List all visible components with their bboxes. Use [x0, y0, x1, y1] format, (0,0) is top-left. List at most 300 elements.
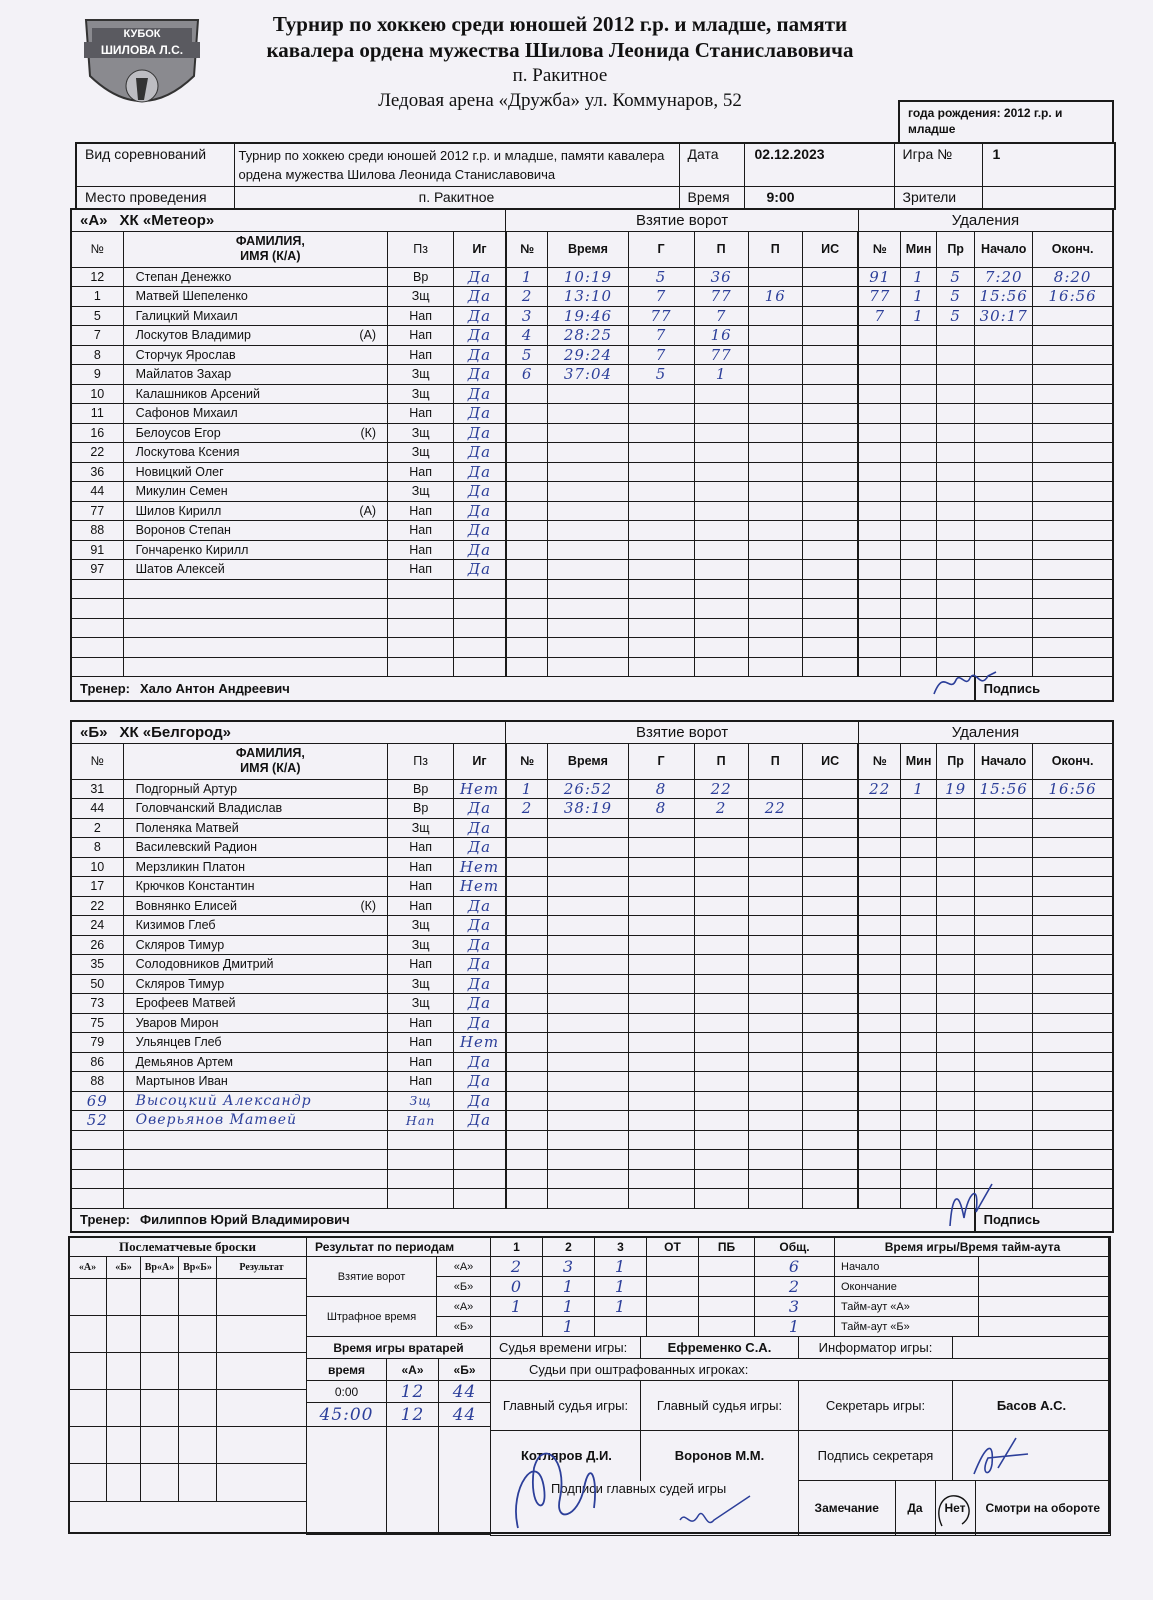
goal-p1 [694, 560, 748, 580]
player-position [388, 1130, 454, 1150]
goal-p2 [748, 994, 802, 1014]
column-header: № [71, 231, 123, 267]
penalty-min [901, 1091, 937, 1111]
period-value [699, 1297, 755, 1317]
goal-is [802, 521, 858, 541]
team-mark: «А» [437, 1257, 491, 1277]
player-name-text: Новицкий Олег [135, 464, 224, 479]
time-value: 9:00 [744, 187, 894, 209]
penalty-end [1033, 521, 1113, 541]
player-played: Да [454, 423, 506, 443]
goal-p1 [694, 482, 748, 502]
goal-time [548, 618, 628, 638]
player-name-text: Гончаренко Кирилл [135, 542, 249, 557]
period-col-header: ОТ [647, 1237, 699, 1257]
goal-time [548, 994, 628, 1014]
team-mark: «Б» [437, 1277, 491, 1297]
player-number: 50 [71, 974, 123, 994]
player-position: Зщ [388, 384, 454, 404]
goal-g [628, 1052, 694, 1072]
penalty-pr [937, 1013, 975, 1033]
penalty-end [1033, 1150, 1113, 1170]
player-number [71, 1130, 123, 1150]
penalty-pr [937, 857, 975, 877]
player-position: Нап [388, 462, 454, 482]
penalty-n [858, 857, 900, 877]
penalty-min [901, 1150, 937, 1170]
goal-n [506, 657, 548, 677]
player-name [123, 1033, 387, 1053]
column-header: Начало [975, 231, 1033, 267]
goal-n [506, 462, 548, 482]
goal-n [506, 1130, 548, 1150]
place-value: п. Ракитное [234, 187, 679, 209]
goalie-value: 0:00 [307, 1381, 387, 1403]
player-played: Да [454, 560, 506, 580]
goal-time: 26:52 [548, 779, 628, 799]
goal-p2 [748, 443, 802, 463]
penalty-n [858, 1052, 900, 1072]
penalty-min [901, 1111, 937, 1131]
player-name-text: Мартынов Иван [135, 1074, 228, 1089]
goal-time [548, 1033, 628, 1053]
penalty-n [858, 896, 900, 916]
period-col-header: 2 [543, 1237, 595, 1257]
judges-sign-label: Подписи главных судей игры [491, 1481, 799, 1536]
penalty-n [858, 1130, 900, 1150]
player-name-text: Скляров Тимур [135, 976, 225, 991]
penalty-min [901, 462, 937, 482]
goal-time [548, 599, 628, 619]
penalty-end [1033, 1091, 1113, 1111]
see-back-label: Смотри на обороте [985, 1501, 1101, 1515]
period-value: 1 [595, 1257, 647, 1277]
goal-g [628, 599, 694, 619]
penalty-end [1033, 384, 1113, 404]
penalty-min [901, 618, 937, 638]
goal-g [628, 501, 694, 521]
player-played: Да [454, 935, 506, 955]
shootout-table [68, 1236, 307, 1502]
penalty-end [1033, 1189, 1113, 1209]
penalty-n [858, 560, 900, 580]
table-row [71, 482, 1113, 502]
penalty-end [1033, 1052, 1113, 1072]
column-header: ИС [802, 231, 858, 267]
penalty-min [901, 501, 937, 521]
player-name [123, 857, 387, 877]
team-name: ХК «Метеор» [119, 211, 215, 229]
goal-p2 [748, 935, 802, 955]
goal-n [506, 540, 548, 560]
player-position [388, 1189, 454, 1209]
penalty-end [1033, 1033, 1113, 1053]
table-row [71, 779, 1113, 799]
player-position: Зщ [388, 974, 454, 994]
penalty-n [858, 1013, 900, 1033]
player-number [71, 1189, 123, 1209]
penalties-title: Удаления [858, 721, 1113, 743]
goal-is [802, 1091, 858, 1111]
team-title [71, 209, 506, 231]
penalty-pr [937, 638, 975, 658]
penalty-end [1033, 1130, 1113, 1150]
goal-p2 [748, 1072, 802, 1092]
goal-g [628, 974, 694, 994]
spectators-value [982, 187, 1115, 209]
goal-g [628, 877, 694, 897]
player-position: Нап [388, 857, 454, 877]
penalty-n [858, 618, 900, 638]
game-label: Игра № [894, 143, 982, 187]
judge-2-signature [676, 1490, 756, 1534]
goal-time [548, 1150, 628, 1170]
goal-p2 [748, 326, 802, 346]
row-label: Взятие ворот [307, 1257, 437, 1297]
player-number: 22 [71, 443, 123, 463]
penalty-pr [937, 482, 975, 502]
penalty-pr [937, 579, 975, 599]
goal-p1: 22 [694, 779, 748, 799]
spectators-label: Зрители [894, 187, 982, 209]
player-played: Да [454, 287, 506, 307]
penalty-n [858, 404, 900, 424]
penalty-end [1033, 579, 1113, 599]
goal-is [802, 955, 858, 975]
penalty-start [975, 365, 1033, 385]
goal-g [628, 462, 694, 482]
penalty-end [1033, 599, 1113, 619]
player-name-text: Микулин Семен [135, 484, 228, 499]
goal-p1 [694, 818, 748, 838]
penalty-min [901, 857, 937, 877]
player-name [123, 482, 387, 502]
goal-g: 7 [628, 287, 694, 307]
goal-n [506, 955, 548, 975]
penalty-n [858, 935, 900, 955]
table-row [71, 974, 1113, 994]
player-played: Да [454, 1111, 506, 1131]
goal-g: 8 [628, 779, 694, 799]
player-name [123, 579, 387, 599]
goalie-col-header: «А» [387, 1359, 439, 1381]
player-played: Да [454, 540, 506, 560]
player-name [123, 1052, 387, 1072]
penalty-min [901, 638, 937, 658]
player-name-text: Майлатов Захар [135, 367, 232, 382]
column-header: № [506, 743, 548, 779]
penalty-min [901, 974, 937, 994]
goal-n [506, 818, 548, 838]
penalty-start [975, 1130, 1033, 1150]
goal-p1 [694, 1169, 748, 1189]
goal-p2 [748, 974, 802, 994]
goal-time [548, 955, 628, 975]
penalty-min [901, 326, 937, 346]
main-judge-1: Котляров Д.И. [491, 1431, 641, 1481]
penalty-start [975, 462, 1033, 482]
table-row [71, 1013, 1113, 1033]
player-number: 10 [71, 384, 123, 404]
column-header: Мин [901, 231, 937, 267]
goal-time [548, 877, 628, 897]
player-name-text: Лоскутов Владимир [135, 328, 251, 343]
goal-p2 [748, 955, 802, 975]
player-name [123, 287, 387, 307]
player-number: 79 [71, 1033, 123, 1053]
table-row [71, 1072, 1113, 1092]
player-number: 22 [71, 896, 123, 916]
period-value [647, 1317, 699, 1337]
penalty-start [975, 618, 1033, 638]
player-number: 5 [71, 306, 123, 326]
player-played: Нет [454, 1033, 506, 1053]
player-played: Да [454, 994, 506, 1014]
player-name-text: Демьянов Артем [135, 1054, 233, 1069]
goal-n [506, 916, 548, 936]
goal-p2 [748, 384, 802, 404]
table-row [71, 1033, 1113, 1053]
player-name-text: Высоцкий Александр [135, 1092, 312, 1109]
player-name-text: Галицкий Михаил [135, 308, 238, 323]
player-played: Да [454, 974, 506, 994]
goal-p1 [694, 423, 748, 443]
tournament-logo [78, 14, 206, 124]
team-mark: «А» [437, 1297, 491, 1317]
penalty-pr: 5 [937, 306, 975, 326]
player-name [123, 423, 387, 443]
sign-label: Подпись [975, 677, 1113, 701]
player-played: Да [454, 306, 506, 326]
main-judge-2: Воронов М.М. [641, 1431, 799, 1481]
goal-g: 5 [628, 365, 694, 385]
penalty-min [901, 1033, 937, 1053]
goal-p1 [694, 599, 748, 619]
penalty-end [1033, 877, 1113, 897]
penalty-pr [937, 916, 975, 936]
period-value: 1 [543, 1317, 595, 1337]
penalty-end [1033, 501, 1113, 521]
goal-n [506, 1013, 548, 1033]
team-letter: «А» [80, 211, 108, 229]
goal-n: 4 [506, 326, 548, 346]
column-header: Начало [975, 743, 1033, 779]
player-name [123, 345, 387, 365]
goal-time [548, 501, 628, 521]
player-name-text: Уваров Мирон [135, 1015, 219, 1030]
penalty-start [975, 1091, 1033, 1111]
player-position: Нап [388, 345, 454, 365]
penalty-pr [937, 618, 975, 638]
column-header: П [748, 743, 802, 779]
goal-p2 [748, 1091, 802, 1111]
table-row [71, 306, 1113, 326]
player-role: (А) [359, 328, 377, 343]
goal-n [506, 1072, 548, 1092]
goal-p2 [748, 482, 802, 502]
goal-is [802, 287, 858, 307]
period-value [595, 1317, 647, 1337]
player-position: Нап [388, 501, 454, 521]
penalty-n [858, 877, 900, 897]
goal-p1 [694, 1091, 748, 1111]
column-header: П [694, 743, 748, 779]
goal-time: 29:24 [548, 345, 628, 365]
goal-p2 [748, 521, 802, 541]
goal-n: 2 [506, 799, 548, 819]
period-value [699, 1277, 755, 1297]
goal-is [802, 779, 858, 799]
penalty-n [858, 599, 900, 619]
goal-time [548, 579, 628, 599]
player-played [454, 1189, 506, 1209]
penalty-pr [937, 443, 975, 463]
player-played [454, 618, 506, 638]
player-name-text: Сторчук Ярослав [135, 347, 236, 362]
main-judge-label-2: Главный судья игры: [641, 1381, 799, 1431]
time-table [834, 1236, 1111, 1337]
player-name [123, 974, 387, 994]
coach-cell [71, 677, 975, 701]
table-row [71, 818, 1113, 838]
goal-p1: 2 [694, 799, 748, 819]
player-name-text: Оверьянов Матвей [135, 1112, 298, 1129]
goal-g [628, 838, 694, 858]
player-position: Нап [388, 521, 454, 541]
player-position: Зщ [388, 423, 454, 443]
penalty-n [858, 799, 900, 819]
goal-g: 77 [628, 306, 694, 326]
penalty-n [858, 1091, 900, 1111]
goal-n [506, 560, 548, 580]
player-number: 69 [71, 1091, 123, 1111]
penalty-n: 7 [858, 306, 900, 326]
player-name-text: Белоусов Егор [135, 425, 221, 440]
player-name [123, 1111, 387, 1131]
table-row [71, 599, 1113, 619]
coach-b-signature [940, 1178, 1000, 1230]
goal-n [506, 638, 548, 658]
goal-g [628, 1111, 694, 1131]
goal-g [628, 423, 694, 443]
penalty-pr [937, 1111, 975, 1131]
player-name [123, 994, 387, 1014]
player-name [123, 657, 387, 677]
penalty-min: 1 [901, 306, 937, 326]
goal-n [506, 423, 548, 443]
goal-p1: 36 [694, 267, 748, 287]
goal-g [628, 955, 694, 975]
penalty-n [858, 384, 900, 404]
player-number [71, 1150, 123, 1170]
player-number: 17 [71, 877, 123, 897]
goal-p1 [694, 501, 748, 521]
penalty-start [975, 799, 1033, 819]
table-row [71, 521, 1113, 541]
goal-p1 [694, 1111, 748, 1131]
penalty-start [975, 818, 1033, 838]
penalty-start [975, 345, 1033, 365]
player-name-text: Вовнянко Елисей [135, 898, 237, 913]
team-title [71, 721, 506, 743]
goal-time: 38:19 [548, 799, 628, 819]
table-row [71, 501, 1113, 521]
team-name: ХК «Белгород» [119, 723, 231, 741]
goal-p1 [694, 443, 748, 463]
penalty-min [901, 423, 937, 443]
goal-is [802, 1189, 858, 1209]
penalty-n [858, 462, 900, 482]
penalty-min [901, 1013, 937, 1033]
player-played: Да [454, 896, 506, 916]
penalty-end [1033, 994, 1113, 1014]
player-played: Да [454, 443, 506, 463]
penalty-min [901, 443, 937, 463]
player-name [123, 501, 387, 521]
player-name-text: Поленяка Матвей [135, 820, 239, 835]
player-name-text: Ерофеев Матвей [135, 996, 236, 1011]
penalty-end [1033, 345, 1113, 365]
goal-time [548, 638, 628, 658]
goal-is [802, 1013, 858, 1033]
player-played: Да [454, 326, 506, 346]
goal-time [548, 935, 628, 955]
player-played: Да [454, 1013, 506, 1033]
player-number [71, 599, 123, 619]
goal-p1: 16 [694, 326, 748, 346]
penalty-end [1033, 443, 1113, 463]
column-header: Пр [937, 743, 975, 779]
player-name [123, 384, 387, 404]
player-name-text: Матвей Шепеленко [135, 289, 248, 304]
penalty-min [901, 916, 937, 936]
player-number: 16 [71, 423, 123, 443]
player-name [123, 540, 387, 560]
team-mark: «Б» [437, 1317, 491, 1337]
goal-p1: 7 [694, 306, 748, 326]
period-value: 1 [595, 1297, 647, 1317]
column-header: № [71, 743, 123, 779]
penalty-start [975, 599, 1033, 619]
player-number: 97 [71, 560, 123, 580]
penalty-n [858, 345, 900, 365]
penalty-n [858, 955, 900, 975]
player-name [123, 365, 387, 385]
penalty-n [858, 1111, 900, 1131]
player-position: Нап [388, 955, 454, 975]
player-number: 77 [71, 501, 123, 521]
goalie-value: 44 [439, 1381, 491, 1403]
player-name [123, 877, 387, 897]
goal-g [628, 857, 694, 877]
player-played [454, 579, 506, 599]
goal-n: 5 [506, 345, 548, 365]
goalie-col-header: «Б» [439, 1359, 491, 1381]
player-name-text: Солодовников Дмитрий [135, 957, 274, 972]
table-row [71, 287, 1113, 307]
table-row [71, 955, 1113, 975]
penalty-start [975, 384, 1033, 404]
shootout-col-header: Результат [217, 1257, 307, 1279]
player-position: Зщ [388, 1091, 454, 1111]
player-number: 8 [71, 838, 123, 858]
secretary-label: Секретарь игры: [799, 1381, 953, 1431]
penalties-title: Удаления [858, 209, 1113, 231]
goal-g [628, 657, 694, 677]
column-header: Время [548, 743, 628, 779]
penalty-end [1033, 404, 1113, 424]
goal-p2: 22 [748, 799, 802, 819]
